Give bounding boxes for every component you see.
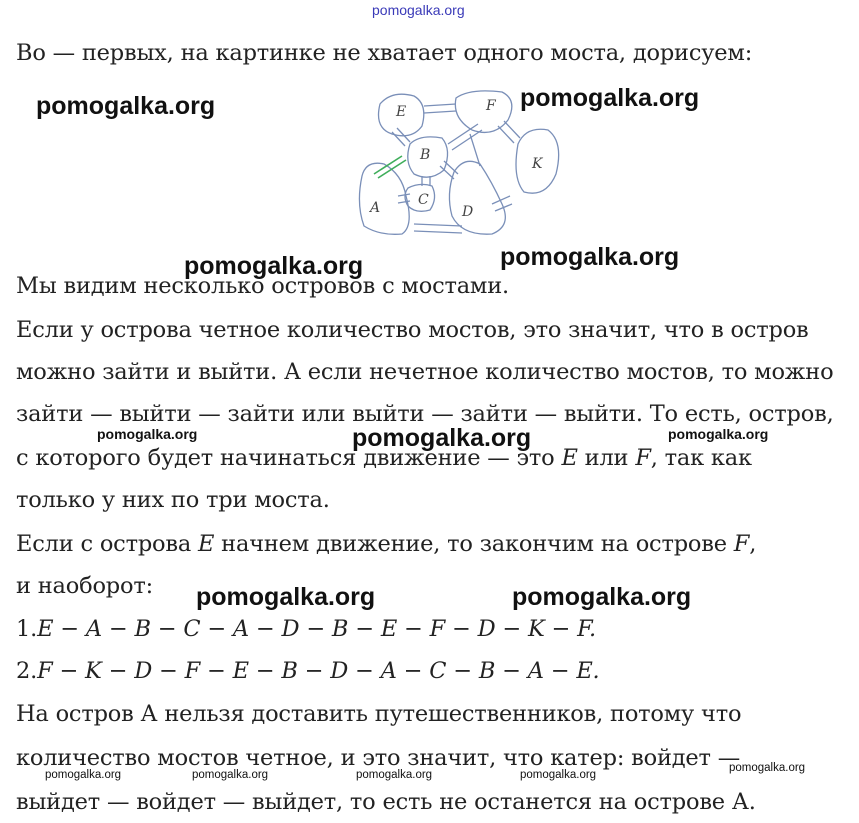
intro-line: Во — первых, на картинке не хватает одного моста, дорисуем: <box>16 40 753 66</box>
watermark: pomogalka.org <box>184 252 364 280</box>
route-1: 1.E − A − B − C − A − D − B − E − F − D − K − F. <box>16 616 596 642</box>
watermark: pomogalka.org <box>192 769 269 781</box>
island-label-c: C <box>418 192 429 208</box>
bridge-a-c <box>398 194 410 203</box>
watermark: pomogalka.org <box>36 92 216 120</box>
watermark: pomogalka.org <box>356 769 433 781</box>
paragraph-line: Мы видим несколько островов с мостами. <box>16 273 509 299</box>
bridge-a-d <box>414 224 462 233</box>
watermark: pomogalka.org <box>520 769 597 781</box>
watermark: pomogalka.org <box>97 426 198 442</box>
paragraph-line: зайти — выйти — зайти или выйти — зайти — выйти. То есть, остров, <box>16 401 834 427</box>
paragraph-line: Если с острова E начнем движение, то закончим на острове F, <box>16 531 757 557</box>
island-label-f: F <box>486 98 496 114</box>
paragraph-line: и наоборот: <box>16 573 153 599</box>
bridge-e-f <box>424 104 456 113</box>
bridge-f-k <box>498 121 520 143</box>
added-bridge <box>374 156 406 178</box>
paragraph-line: с которого будет начинаться движение — это E или F, так как <box>16 445 752 471</box>
paragraph-line: На остров А нельзя доставить путешественников, потому что <box>16 701 742 727</box>
island-label-e: E <box>396 104 407 120</box>
island-label-b: B <box>420 147 431 163</box>
watermark: pomogalka.org <box>668 426 769 442</box>
bridge-e-b <box>392 128 410 146</box>
watermark: pomogalka.org <box>352 424 532 452</box>
watermark: pomogalka.org <box>500 243 680 271</box>
route-2: 2.F − K − D − F − E − B − D − A − C − B − A − E. <box>16 658 600 684</box>
island-f <box>455 91 512 133</box>
paragraph-line: количество мостов четное, и это значит, что катер: войдет — <box>16 745 741 771</box>
watermark: pomogalka.org <box>520 84 700 112</box>
island-label-k: K <box>532 156 543 172</box>
header-watermark: pomogalka.org <box>372 2 465 18</box>
island-label-a: A <box>370 200 381 216</box>
watermark: pomogalka.org <box>196 583 376 611</box>
watermark: pomogalka.org <box>45 769 122 781</box>
watermark: pomogalka.org <box>512 583 692 611</box>
paragraph-line: можно зайти и выйти. А если нечетное количество мостов, то можно <box>16 359 834 385</box>
paragraph-line: выйдет — войдет — выйдет, то есть не останется на острове А. <box>16 789 756 815</box>
watermark: pomogalka.org <box>729 762 806 774</box>
paragraph-line: только у них по три моста. <box>16 487 330 513</box>
island-label-d: D <box>462 204 474 220</box>
paragraph-line: Если у острова четное количество мостов, это значит, что в остров <box>16 317 809 343</box>
bridge-f-b <box>448 124 482 150</box>
island-d <box>449 161 505 234</box>
